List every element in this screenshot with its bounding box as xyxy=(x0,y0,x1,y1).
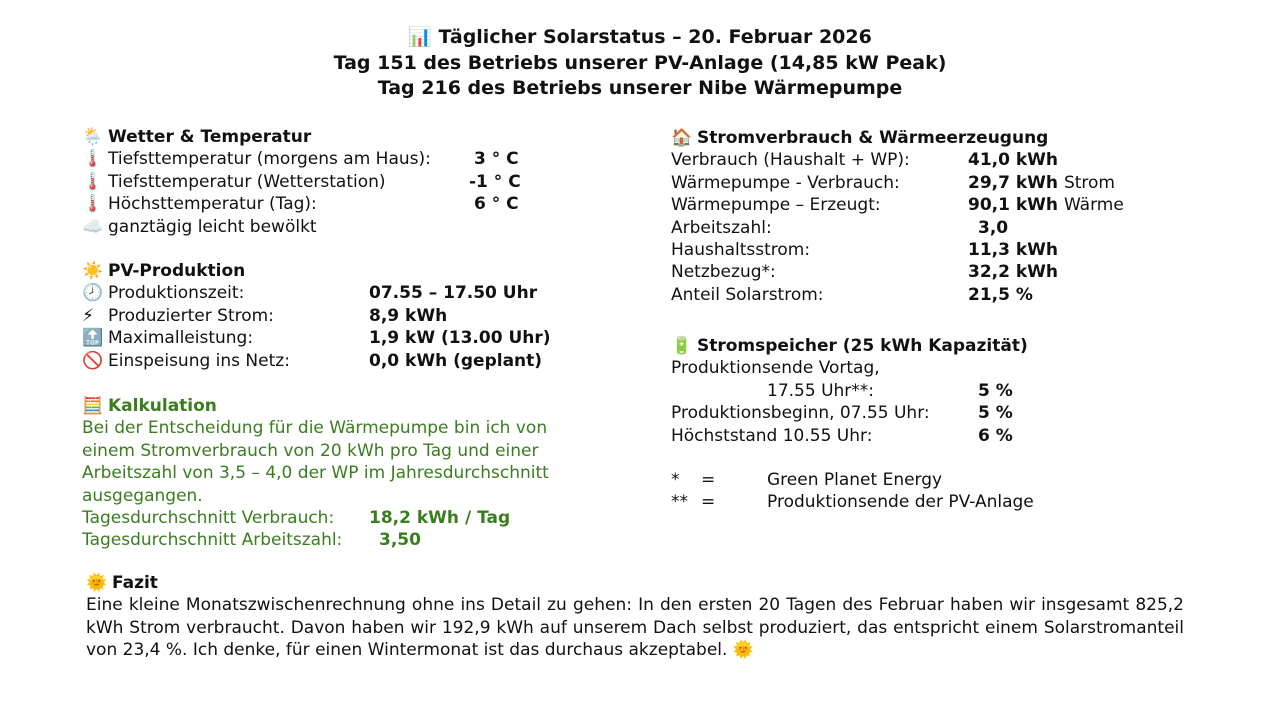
weather-row xyxy=(82,171,521,193)
consumption-row xyxy=(671,172,1115,194)
consumption-label: Verbrauch (Haushalt + WP): xyxy=(671,150,910,171)
battery-icon: 🔋 xyxy=(671,336,693,356)
consumption-row xyxy=(671,239,1059,261)
weather-section xyxy=(82,126,521,238)
consumption-row xyxy=(671,194,1124,216)
consumption-value: 32,2 kWh xyxy=(968,262,1059,283)
weather-row xyxy=(82,193,519,215)
battery-row xyxy=(671,402,1028,424)
battery-row xyxy=(671,425,1028,447)
pv-value: 0,0 kWh (geplant) xyxy=(369,350,543,371)
page-header xyxy=(0,25,1280,102)
calculation-text-line: einem Stromverbrauch von 20 kWh pro Tag und einer xyxy=(82,440,539,461)
thermometer-icon: 🌡️ xyxy=(82,149,104,170)
legend-section xyxy=(671,469,1034,514)
battery-value: 6 % xyxy=(978,425,1013,446)
consumption-label: Arbeitszahl: xyxy=(671,217,772,238)
weather-heading: 🌦️ Wetter & Temperatur xyxy=(82,127,312,147)
legend-text: Produktionsende der PV-Anlage xyxy=(767,492,1034,513)
clock-icon: 🕗 xyxy=(82,283,104,304)
abacus-icon: 🧮 xyxy=(82,396,104,416)
consumption-label: Netzbezug*: xyxy=(671,262,776,283)
weather-condition: ☁️ ganztägig leicht bewölkt xyxy=(82,216,317,237)
calculation-heading: 🧮 Kalkulation xyxy=(82,396,217,416)
legend-mark: * xyxy=(671,470,680,490)
calculation-label: Tagesdurchschnitt Verbrauch: xyxy=(82,507,335,528)
consumption-value: 21,5 % xyxy=(968,284,1033,305)
calculation-row xyxy=(82,507,549,529)
consumption-row xyxy=(671,284,1048,306)
consumption-row xyxy=(671,217,1048,239)
weather-label: Höchsttemperatur (Tag): xyxy=(108,194,317,215)
weather-value: 3 ° C xyxy=(474,149,519,170)
consumption-value: 90,1 kWh Wärme xyxy=(968,195,1124,216)
pv-label: Produzierter Strom: xyxy=(108,305,274,326)
consumption-value: 3,0 xyxy=(978,217,1009,238)
weather-label: Tiefsttemperatur (morgens am Haus): xyxy=(108,149,431,170)
pv-row xyxy=(82,327,551,349)
battery-label: Höchststand 10.55 Uhr: xyxy=(671,425,873,446)
weather-value: -1 ° C xyxy=(469,171,521,192)
calculation-row xyxy=(82,529,549,551)
pv-row xyxy=(82,350,543,372)
calculation-value: 18,2 kWh / Tag xyxy=(369,507,511,528)
conclusion-section xyxy=(86,572,1184,662)
calculation-text-line: Arbeitszahl von 3,5 – 4,0 der WP im Jahresdurchschnitt xyxy=(82,463,549,484)
bar-chart-icon: 📊 xyxy=(408,26,432,48)
legend-row xyxy=(671,491,1034,513)
consumption-value: 11,3 kWh xyxy=(968,239,1059,260)
consumption-label: Anteil Solarstrom: xyxy=(671,284,824,305)
calculation-value: 3,50 xyxy=(379,530,421,551)
consumption-section xyxy=(671,127,1124,306)
calculation-label: Tagesdurchschnitt Arbeitszahl: xyxy=(82,530,343,551)
conclusion-text: Eine kleine Monatszwischenrechnung ohne ins Detail zu gehen: In den ersten 20 Tagen des Februar haben wir insgesamt 825,2 kWh Strom verbraucht. Davon haben wir 192,9 kWh auf unserem Dach selbst produziert, das entspricht einem Solarstromanteil von 23,4 %. Ich denke, für einen Wintermonat ist das durchaus akzeptabel. 🌞 xyxy=(86,595,1184,661)
battery-row-label-a: Produktionsende Vortag, xyxy=(671,358,880,379)
battery-value: 5 % xyxy=(978,380,1013,401)
sun-with-face-icon: 🌞 xyxy=(86,573,108,593)
house-icon: 🏠 xyxy=(671,128,693,148)
pv-heading: ☀️ PV-Produktion xyxy=(82,261,246,281)
consumption-row xyxy=(671,261,1059,283)
pv-value: 07.55 – 17.50 Uhr xyxy=(369,283,538,304)
consumption-label: Wärmepumpe - Verbrauch: xyxy=(671,172,900,193)
battery-row xyxy=(671,380,1028,402)
legend-equals: = xyxy=(701,470,716,490)
legend-text: Green Planet Energy xyxy=(767,470,943,490)
pv-value: 8,9 kWh xyxy=(369,305,448,326)
consumption-heading: 🏠 Stromverbrauch & Wärmeerzeugung xyxy=(671,128,1049,148)
pv-label: Einspeisung ins Netz: xyxy=(108,350,290,371)
battery-label: 17.55 Uhr**: xyxy=(767,380,875,401)
sun-with-face-icon: 🌞 xyxy=(732,640,754,661)
lightning-icon: ⚡ xyxy=(82,305,94,326)
thermometer-icon: 🌡️ xyxy=(82,171,104,192)
consumption-label: Wärmepumpe – Erzeugt: xyxy=(671,195,881,216)
legend-mark: ** xyxy=(671,492,688,513)
pv-row xyxy=(82,282,538,304)
top-arrow-icon: 🔝 xyxy=(82,328,104,349)
pv-value: 1,9 kW (13.00 Uhr) xyxy=(369,328,551,349)
pv-row xyxy=(82,305,448,327)
consumption-value: 41,0 kWh xyxy=(968,150,1059,171)
calculation-section xyxy=(82,395,549,552)
weather-row xyxy=(82,148,519,170)
pv-label: Maximalleistung: xyxy=(108,328,254,349)
legend-equals: = xyxy=(701,492,716,513)
sun-icon: ☀️ xyxy=(82,261,104,281)
battery-heading: 🔋 Stromspeicher (25 kWh Kapazität) xyxy=(671,336,1028,356)
battery-label: Produktionsbeginn, 07.55 Uhr: xyxy=(671,403,930,424)
calculation-text-line: ausgegangen. xyxy=(82,485,203,506)
pv-section xyxy=(82,260,551,372)
cloud-icon: ☁️ xyxy=(82,216,104,237)
legend-row xyxy=(671,469,943,491)
weather-value: 6 ° C xyxy=(474,194,519,215)
prohibited-icon: 🚫 xyxy=(82,350,104,371)
heatpump-operation-day: Tag 216 des Betriebs unserer Nibe Wärmepumpe xyxy=(377,77,903,99)
page-title: 📊 Täglicher Solarstatus – 20. Februar 2026 xyxy=(408,26,872,48)
weather-icon: 🌦️ xyxy=(82,127,104,147)
consumption-value: 29,7 kWh Strom xyxy=(968,172,1115,193)
thermometer-icon: 🌡️ xyxy=(82,194,104,215)
consumption-row xyxy=(671,149,1059,171)
conclusion-heading: 🌞 Fazit xyxy=(86,573,158,593)
pv-operation-day: Tag 151 des Betriebs unserer PV-Anlage (14,85 kW Peak) xyxy=(333,51,947,74)
consumption-label: Haushaltsstrom: xyxy=(671,239,811,260)
battery-section xyxy=(671,335,1028,447)
weather-label: Tiefsttemperatur (Wetterstation) xyxy=(108,171,386,192)
battery-value: 5 % xyxy=(978,403,1013,424)
calculation-text-line: Bei der Entscheidung für die Wärmepumpe bin ich von xyxy=(82,418,548,439)
pv-label: Produktionszeit: xyxy=(108,283,245,304)
